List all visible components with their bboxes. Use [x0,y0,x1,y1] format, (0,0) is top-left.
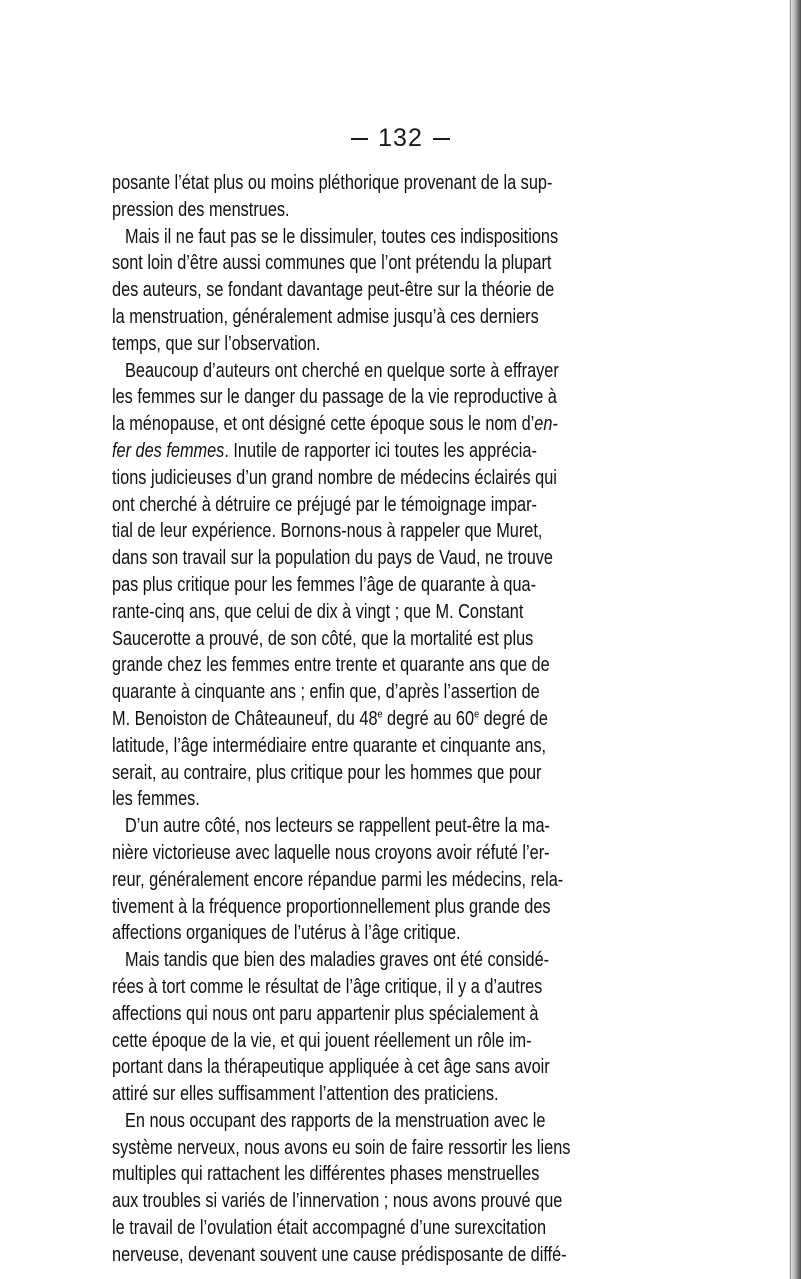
text-line: ont cherché à détruire ce préjugé par le témoignage impar- [112,493,537,516]
text-line: posante l’état plus ou moins pléthorique provenant de la sup- [112,172,553,194]
text-line: aux troubles si variés de l’innervation ; nous avons prouvé que [112,1190,563,1213]
text-segment: . Inutile de rapporter ici toutes les apprécia- [224,439,537,462]
text-line: affections qui nous ont paru appartenir plus spécialement à [112,1002,539,1025]
text-segment: la ménopause, et ont désigné cette époque sous le nom d’ [112,413,535,436]
italic-phrase: en- [534,413,558,436]
text-line: attiré sur elles suffisamment l’attention des praticiens. [112,1083,499,1106]
text-line: sont loin d’être aussi communes que l’ont prétendu la plupart [112,252,552,275]
text-line [112,438,683,465]
text-segment: degré au 60 [382,707,475,730]
superscript: e [377,708,383,721]
text-line: multiples qui rattachent les différentes phases menstruelles [112,1163,540,1186]
text-line: Saucerotte a prouvé, de son côté, que la mortalité est plus [112,627,534,650]
text-line: pas plus critique pour les femmes l’âge de quarante à qua- [112,573,537,596]
page-number-header [0,124,801,153]
text-line: pression des menstrues. [112,198,290,221]
text-segment: M. Benoiston de Châteauneuf, du 48 [112,707,378,730]
superscript: e [474,708,480,721]
paragraph-start: Beaucoup d’auteurs ont cherché en quelque sorte à effrayer [125,359,559,382]
text-line: tivement à la fréquence proportionnellement plus grande des [112,895,551,918]
text-line: dans son travail sur la population du pays de Vaud, ne trouve [112,547,553,570]
text-line: grande chez les femmes entre trente et quarante ans que de [112,654,550,677]
text-line: quarante à cinquante ans ; enfin que, d’après l’assertion de [112,681,540,704]
text-line: le travail de l’ovulation était accompagné d’une surexcitation [112,1217,547,1240]
text-line: serait, au contraire, plus critique pour les hommes que pour [112,761,542,784]
paragraph-start: En nous occupant des rapports de la menstruation avec le [125,1109,546,1132]
text-line: temps, que sur l’observation. [112,332,321,355]
text-line: les femmes sur le danger du passage de la vie reproductive à [112,386,557,409]
paragraph-start: D’un autre côté, nos lecteurs se rappellent peut-être la ma- [125,815,550,838]
page-number-dash-left [351,138,368,140]
text-line: rante-cinq ans, que celui de dix à vingt ; que M. Constant [112,600,524,623]
text-line: tions judicieuses d’un grand nombre de médecins éclairés qui [112,466,557,489]
text-line: tial de leur expérience. Bornons-nous à rappeler que Muret, [112,520,543,543]
text-line: système nerveux, nous avons eu soin de faire ressortir les liens [112,1136,571,1159]
text-line: portant dans la thérapeutique appliquée à cet âge sans avoir [112,1056,550,1079]
text-body [112,170,801,1269]
paragraph-start: Mais il ne faut pas se le dissimuler, toutes ces indispositions [125,225,559,248]
text-line: rées à tort comme le résultat de l’âge critique, il y a d’autres [112,975,543,998]
text-line: affections organiques de l’utérus à l’âge critique. [112,922,461,945]
text-line: des auteurs, se fondant davantage peut-être sur la théorie de [112,279,555,302]
text-line: latitude, l’âge intermédiaire entre quarante et cinquante ans, [112,734,547,757]
text-line: cette époque de la vie, et qui jouent réellement un rôle im- [112,1029,532,1052]
paragraph-start: Mais tandis que bien des maladies graves ont été considé- [125,949,550,972]
text-line: la menstruation, généralement admise jusqu’à ces derniers [112,305,539,328]
text-segment: degré de [479,707,548,730]
italic-phrase: fer des femmes [112,439,225,462]
text-line: nerveuse, devenant souvent une cause prédisposante de diffé- [112,1243,567,1266]
page-number: 132 [378,124,423,152]
text-line: nière victorieuse avec laquelle nous croyons avoir réfuté l’er- [112,841,550,864]
text-line: les femmes. [112,788,200,811]
page-number-dash-right [433,138,450,140]
text-line [112,411,683,438]
text-line: reur, généralement encore répandue parmi les médecins, rela- [112,868,564,891]
text-line [112,706,683,733]
